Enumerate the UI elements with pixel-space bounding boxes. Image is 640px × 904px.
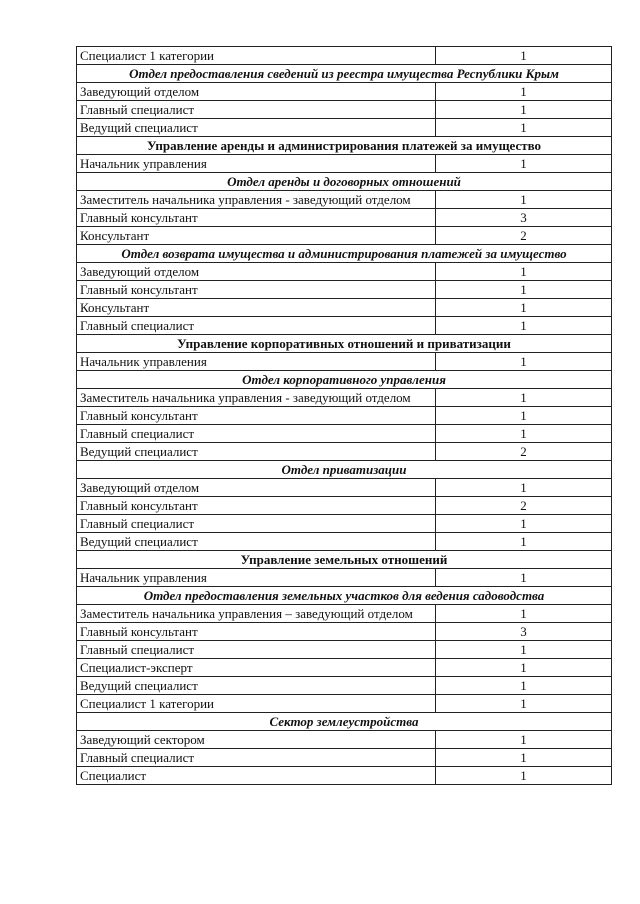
staff-count: 1 (436, 191, 612, 209)
position-row (77, 767, 612, 785)
position-name: Заместитель начальника управления - заведующий отделом (77, 389, 436, 407)
staff-count: 1 (436, 407, 612, 425)
position-name: Специалист-эксперт (77, 659, 436, 677)
staff-count: 1 (436, 605, 612, 623)
position-name: Главный специалист (77, 515, 436, 533)
position-row (77, 605, 612, 623)
position-name: Главный специалист (77, 641, 436, 659)
staff-count: 1 (436, 731, 612, 749)
staff-count: 2 (436, 443, 612, 461)
position-name: Главный специалист (77, 101, 436, 119)
staff-count: 1 (436, 299, 612, 317)
position-row (77, 119, 612, 137)
staff-count: 1 (436, 353, 612, 371)
section-header-row (77, 173, 612, 191)
staff-count: 1 (436, 569, 612, 587)
section-title: Отдел предоставления сведений из реестра имущества Республики Крым (77, 65, 612, 83)
staff-count: 1 (436, 479, 612, 497)
section-header-row (77, 371, 612, 389)
position-name: Заведующий отделом (77, 83, 436, 101)
position-name: Начальник управления (77, 353, 436, 371)
position-name: Начальник управления (77, 155, 436, 173)
position-row (77, 749, 612, 767)
staff-count: 1 (436, 659, 612, 677)
department-title: Управление земельных отношений (77, 551, 612, 569)
position-row (77, 47, 612, 65)
position-row (77, 101, 612, 119)
position-row (77, 155, 612, 173)
position-name: Главный специалист (77, 749, 436, 767)
staff-count: 1 (436, 263, 612, 281)
position-row (77, 659, 612, 677)
position-row (77, 299, 612, 317)
section-header-row (77, 713, 612, 731)
staff-count: 1 (436, 425, 612, 443)
position-name: Ведущий специалист (77, 443, 436, 461)
staff-count: 1 (436, 83, 612, 101)
position-name: Заведующий отделом (77, 479, 436, 497)
section-title: Отдел приватизации (77, 461, 612, 479)
position-row (77, 353, 612, 371)
position-name: Консультант (77, 299, 436, 317)
position-row (77, 83, 612, 101)
department-title: Управление аренды и администрирования платежей за имущество (77, 137, 612, 155)
position-name: Главный консультант (77, 407, 436, 425)
staff-count: 1 (436, 533, 612, 551)
staff-count: 2 (436, 497, 612, 515)
staff-count: 1 (436, 695, 612, 713)
staff-count: 3 (436, 209, 612, 227)
position-name: Ведущий специалист (77, 677, 436, 695)
staff-count: 1 (436, 281, 612, 299)
position-row (77, 569, 612, 587)
position-row (77, 533, 612, 551)
position-name: Главный консультант (77, 623, 436, 641)
position-row (77, 641, 612, 659)
staff-table (76, 46, 612, 785)
position-row (77, 227, 612, 245)
department-header-row (77, 137, 612, 155)
position-name: Ведущий специалист (77, 533, 436, 551)
section-title: Сектор землеустройства (77, 713, 612, 731)
position-name: Консультант (77, 227, 436, 245)
section-title: Отдел аренды и договорных отношений (77, 173, 612, 191)
position-row (77, 389, 612, 407)
position-row (77, 443, 612, 461)
position-name: Ведущий специалист (77, 119, 436, 137)
position-name: Главный консультант (77, 497, 436, 515)
position-row (77, 677, 612, 695)
position-name: Заведующий сектором (77, 731, 436, 749)
section-header-row (77, 587, 612, 605)
staff-count: 1 (436, 155, 612, 173)
position-name: Заместитель начальника управления – заведующий отделом (77, 605, 436, 623)
position-name: Специалист (77, 767, 436, 785)
position-name: Специалист 1 категории (77, 695, 436, 713)
position-name: Начальник управления (77, 569, 436, 587)
section-header-row (77, 65, 612, 83)
staff-count: 1 (436, 749, 612, 767)
position-row (77, 407, 612, 425)
position-row (77, 497, 612, 515)
section-title: Отдел возврата имущества и администрирования платежей за имущество (77, 245, 612, 263)
staff-count: 2 (436, 227, 612, 245)
department-header-row (77, 551, 612, 569)
section-title: Отдел корпоративного управления (77, 371, 612, 389)
position-name: Главный консультант (77, 209, 436, 227)
staff-count: 3 (436, 623, 612, 641)
staff-table-body (77, 47, 612, 785)
position-name: Главный специалист (77, 425, 436, 443)
position-row (77, 191, 612, 209)
department-title: Управление корпоративных отношений и приватизации (77, 335, 612, 353)
staff-count: 1 (436, 677, 612, 695)
position-row (77, 623, 612, 641)
position-row (77, 263, 612, 281)
position-row (77, 515, 612, 533)
staff-count: 1 (436, 119, 612, 137)
section-header-row (77, 245, 612, 263)
section-header-row (77, 461, 612, 479)
position-row (77, 317, 612, 335)
staff-count: 1 (436, 767, 612, 785)
position-name: Главный консультант (77, 281, 436, 299)
section-title: Отдел предоставления земельных участков для ведения садоводства (77, 587, 612, 605)
position-row (77, 479, 612, 497)
position-name: Заведующий отделом (77, 263, 436, 281)
staff-count: 1 (436, 47, 612, 65)
position-row (77, 425, 612, 443)
position-name: Специалист 1 категории (77, 47, 436, 65)
position-name: Главный специалист (77, 317, 436, 335)
position-row (77, 695, 612, 713)
position-row (77, 281, 612, 299)
position-row (77, 731, 612, 749)
position-row (77, 209, 612, 227)
staff-count: 1 (436, 317, 612, 335)
staff-count: 1 (436, 515, 612, 533)
position-name: Заместитель начальника управления - заведующий отделом (77, 191, 436, 209)
department-header-row (77, 335, 612, 353)
staff-count: 1 (436, 101, 612, 119)
staff-count: 1 (436, 389, 612, 407)
staff-count: 1 (436, 641, 612, 659)
